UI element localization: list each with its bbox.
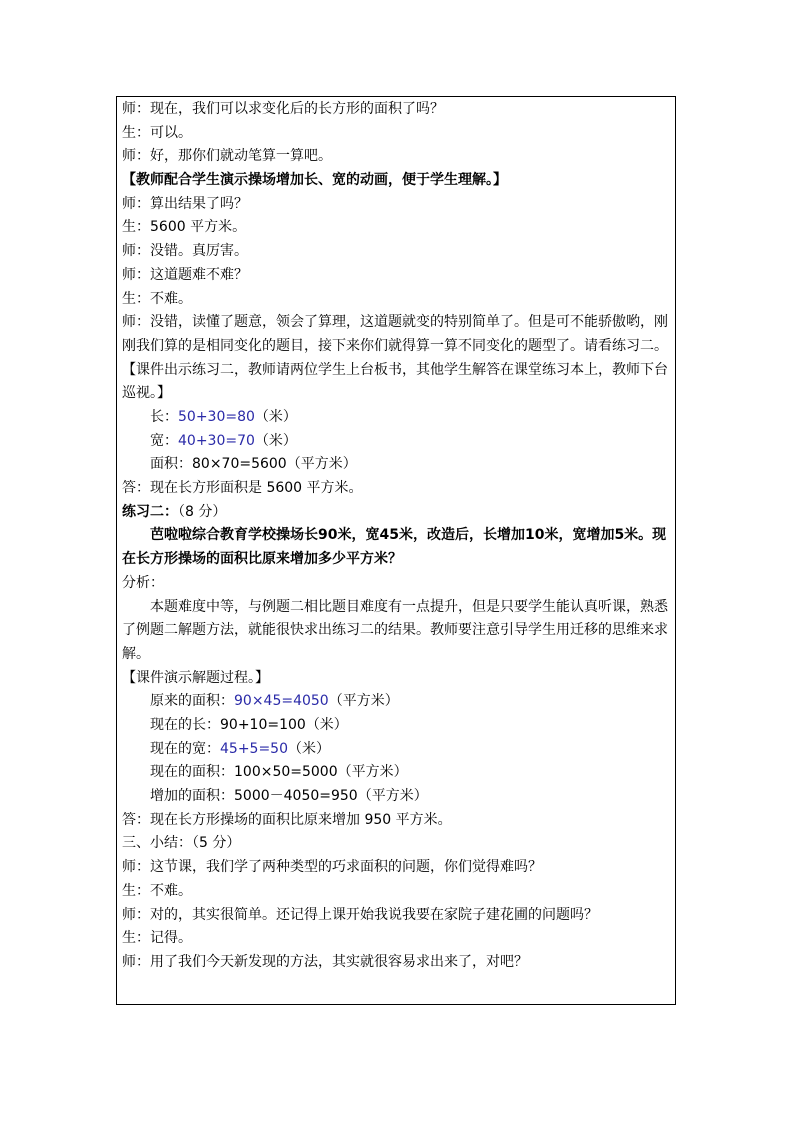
calc-width: 宽：40+30=70（米）	[150, 432, 297, 449]
lesson-table-cell	[116, 96, 676, 1005]
calc-new-area: 现在的面积：100×50=5000（平方米）	[150, 764, 408, 781]
dialogue-line: 生：不难。	[122, 290, 192, 307]
calc-increase: 增加的面积：5000－4050=950（平方米）	[150, 788, 428, 805]
dialogue-line: 生：不难。	[122, 882, 192, 899]
exercise-heading: 练习二：（8 分）	[122, 503, 227, 520]
dialogue-line: 生：5600 平方米。	[122, 219, 247, 236]
calc-length: 长：50+30=80（米）	[150, 409, 297, 425]
calc-new-width: 现在的宽：45+5=50（米）	[150, 740, 330, 757]
dialogue-line: 师：这道题难不难？	[122, 266, 248, 283]
courseware-note: 【课件出示练习二，教师请两位学生上台板书，其他学生解答在课堂练习本上，教师下台巡视。】	[122, 361, 668, 402]
analysis-text: 本题难度中等，与例题二相比题目难度有一点提升，但是只要学生能认真听课，熟悉了例题二解题方法，就能很快求出练习二的结果。教师要注意引导学生用迁移的思维来求解。	[122, 598, 668, 662]
dialogue-line: 师：这节课，我们学了两种类型的巧求面积的问题，你们觉得难吗？	[122, 859, 542, 876]
dialogue-line: 师：好，那你们就动笔算一算吧。	[122, 148, 332, 165]
dialogue-line: 师：现在，我们可以求变化后的长方形的面积了吗？	[122, 101, 444, 117]
dialogue-line: 师：没错。真厉害。	[122, 243, 248, 260]
summary-heading: 三、小结：（5 分）	[122, 835, 241, 852]
calc-new-length: 现在的长：90+10=100（米）	[150, 717, 348, 734]
exercise-problem: 芭啦啦综合教育学校操场长90米，宽45米，改造后，长增加10米，宽增加5米。现在长方形操场的面积比原来增加多少平方米？	[122, 527, 667, 568]
answer-line: 答：现在长方形操场的面积比原来增加 950 平方米。	[122, 811, 452, 828]
calc-original-area: 原来的面积：90×45=4050（平方米）	[150, 693, 399, 710]
dialogue-line: 生：记得。	[122, 930, 192, 947]
analysis-label: 分析：	[122, 574, 164, 591]
dialogue-line: 生：可以。	[122, 124, 192, 141]
dialogue-line: 师：对的，其实很简单。还记得上课开始我说我要在家院子建花圃的问题吗？	[122, 906, 598, 923]
calc-area: 面积：80×70=5600（平方米）	[150, 456, 357, 473]
dialogue-paragraph: 师：没错，读懂了题意，领会了算理，这道题就变的特别简单了。但是可不能骄傲哟，刚刚我们算的是相同变化的题目，接下来你们就得算一算不同变化的题型了。请看练习二。	[122, 314, 668, 354]
dialogue-line: 师：算出结果了吗？	[122, 195, 248, 212]
dialogue-line: 师：用了我们今天新发现的方法，其实就很容易求出来了，对吧？	[122, 953, 528, 970]
courseware-demo-note: 【课件演示解题过程。】	[122, 669, 269, 686]
teacher-note: 【教师配合学生演示操场增加长、宽的动画，便于学生理解。】	[122, 172, 507, 189]
answer-line: 答：现在长方形面积是 5600 平方米。	[122, 480, 363, 497]
